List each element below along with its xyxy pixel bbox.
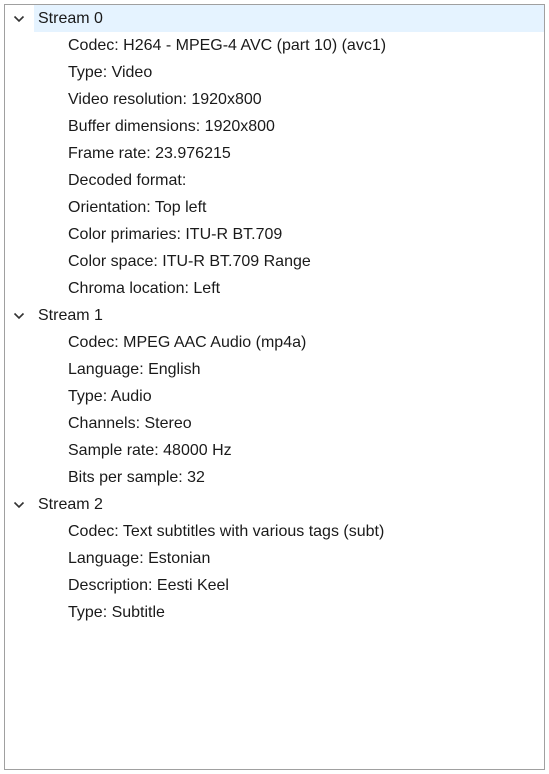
chevron-down-icon[interactable] — [13, 13, 25, 25]
property-item: Language: English — [68, 361, 201, 378]
property-item: Codec: H264 - MPEG-4 AVC (part 10) (avc1) — [68, 37, 387, 54]
property-item: Type: Audio — [68, 388, 152, 405]
property-item: Buffer dimensions: 1920x800 — [68, 118, 275, 135]
property-item: Video resolution: 1920x800 — [68, 91, 262, 108]
property-item: Frame rate: 23.976215 — [68, 145, 231, 162]
property-item: Codec: Text subtitles with various tags (subt) — [68, 523, 385, 540]
chevron-down-icon[interactable] — [13, 310, 25, 322]
property-item: Type: Video — [68, 64, 153, 81]
stream-group-1 — [5, 302, 544, 491]
chevron-down-icon[interactable] — [13, 499, 25, 511]
stream-node-1[interactable] — [5, 302, 544, 329]
stream-node-2[interactable] — [5, 491, 544, 518]
stream-group-0 — [5, 5, 544, 302]
stream-title: Stream 1 — [38, 307, 103, 324]
codec-tree — [5, 5, 544, 626]
property-item: Language: Estonian — [68, 550, 211, 567]
property-item: Decoded format: — [68, 172, 187, 189]
property-item: Type: Subtitle — [68, 604, 165, 621]
stream-node-0[interactable] — [34, 5, 544, 32]
property-item: Codec: MPEG AAC Audio (mp4a) — [68, 334, 307, 351]
property-item: Channels: Stereo — [68, 415, 192, 432]
property-item: Bits per sample: 32 — [68, 469, 205, 486]
codec-info-tree-panel[interactable] — [4, 4, 545, 770]
property-item: Color primaries: ITU-R BT.709 — [68, 226, 283, 243]
stream-title: Stream 2 — [38, 496, 103, 513]
property-item: Color space: ITU-R BT.709 Range — [68, 253, 311, 270]
stream-title: Stream 0 — [38, 10, 103, 27]
property-item: Description: Eesti Keel — [68, 577, 229, 594]
property-item: Chroma location: Left — [68, 280, 221, 297]
property-item: Sample rate: 48000 Hz — [68, 442, 232, 459]
property-item: Orientation: Top left — [68, 199, 207, 216]
stream-group-2 — [5, 491, 544, 626]
